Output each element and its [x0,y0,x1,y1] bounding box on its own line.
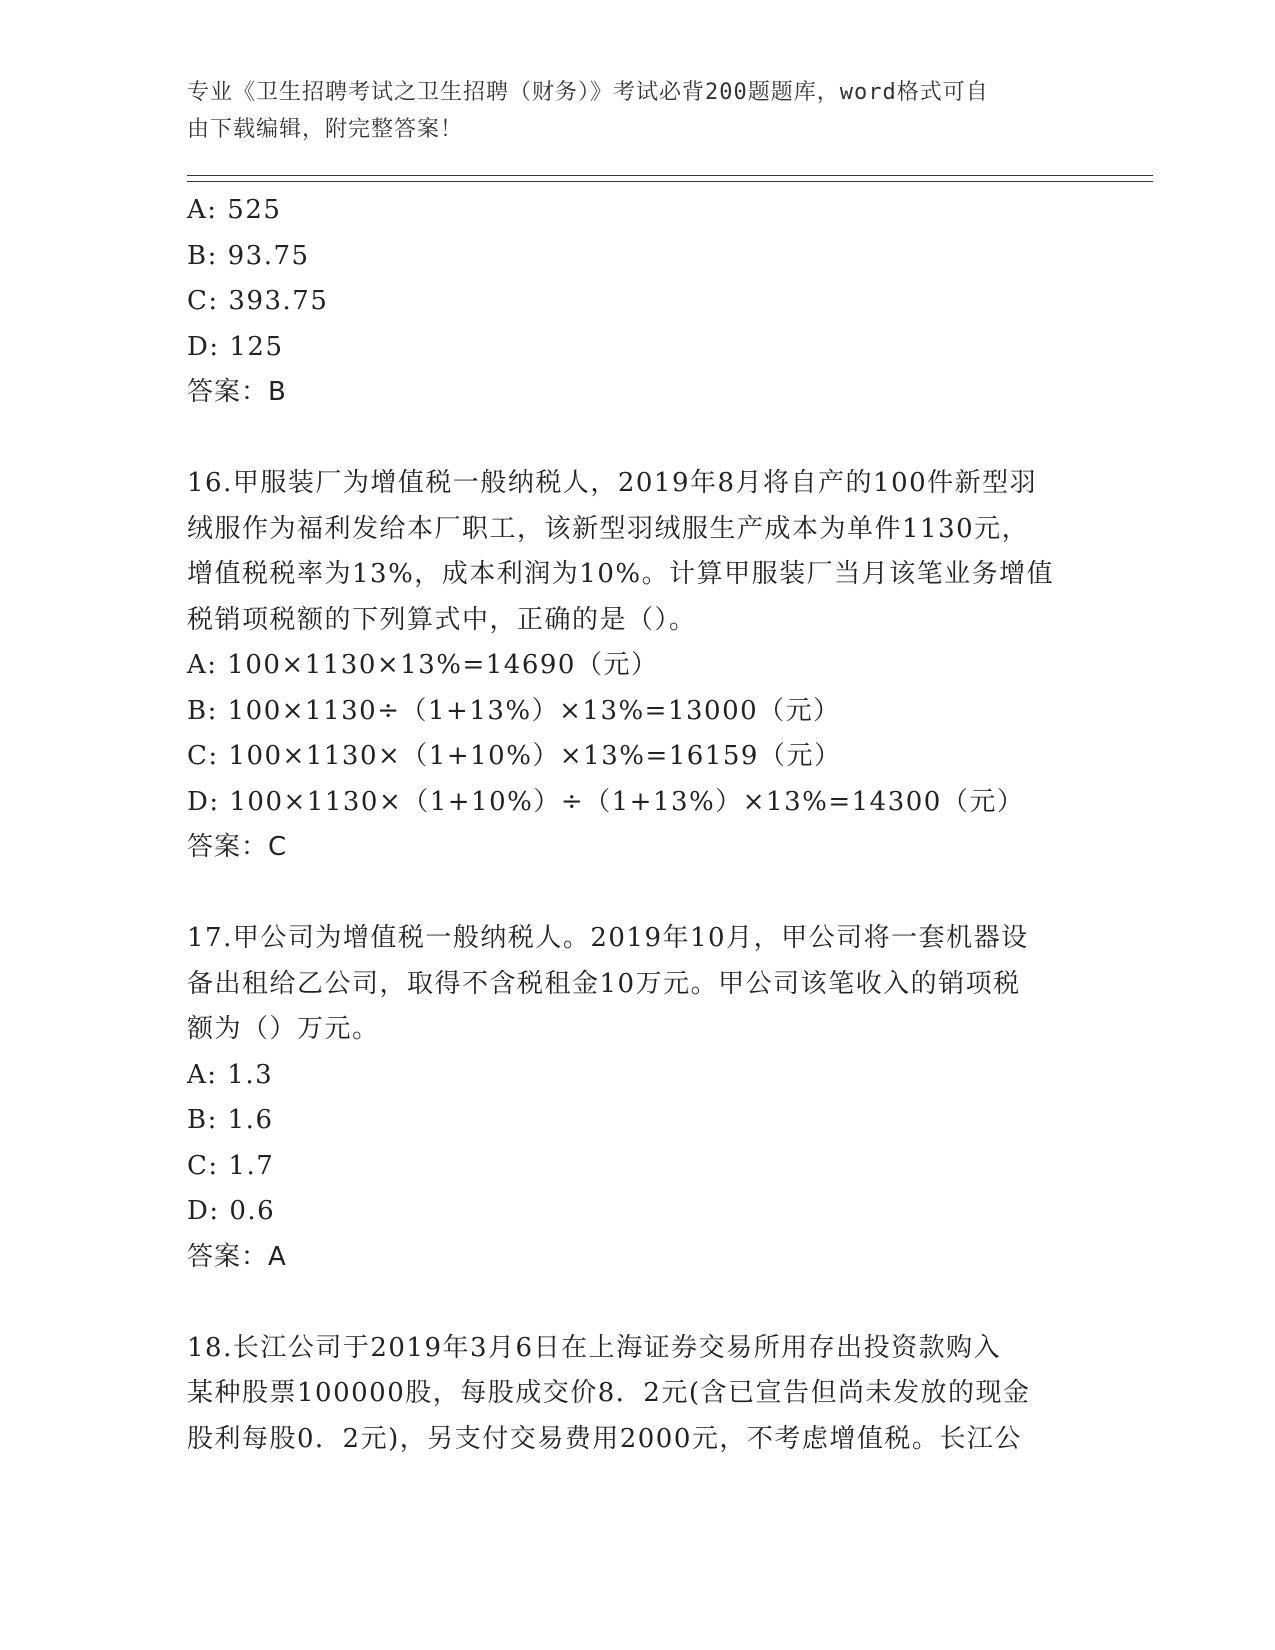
option-b: B: 1.6 [187,1105,274,1135]
question-stem-line: 18.长江公司于2019年3月6日在上海证券交易所用存出投资款购入 [187,1332,1002,1363]
question-gap [187,416,1087,462]
header-line-1: 专业《卫生招聘考试之卫生招聘（财务）》考试必背200题题库，word格式可自 [187,80,989,105]
answer: 答案：B [187,377,287,407]
option-c: C: 1.7 [187,1150,275,1181]
option-a: A: 525 [187,195,282,225]
question-stem-line: 16.甲服装厂为增值税一般纳税人，2019年8月将自产的100件新型羽 [187,468,1038,498]
question-16 [187,461,1087,871]
option-b: B: 93.75 [187,240,310,271]
question-stem-line: 税销项税额的下列算式中，正确的是（）。 [187,604,697,635]
answer: 答案：C [187,832,288,862]
question-stem-line: 额为（）万元。 [187,1014,380,1044]
option-d: D: 100×1130×（1+10%）÷（1+13%）×13%=14300（元） [187,786,1025,817]
question-17 [187,916,1087,1280]
option-c: C: 100×1130×（1+10%）×13%=16159（元） [187,741,842,771]
header-divider-bottom [187,181,1153,182]
answer: 答案：A [187,1241,287,1272]
option-a: A: 1.3 [187,1059,274,1090]
question-18 [187,1326,1087,1463]
question-stem-line: 股利每股0．2元)，另支付交易费用2000元，不考虑增值税。长江公 [187,1423,1022,1454]
question-stem-line: 绒服作为福利发给本厂职工，该新型羽绒服生产成本为单件1130元， [187,513,1030,544]
question-15 [187,188,1087,416]
question-stem-line: 某种股票100000股，每股成交价8．2元(含已宣告但尚未发放的现金 [187,1378,1031,1408]
option-b: B: 100×1130÷（1+13%）×13%=13000（元） [187,695,841,726]
option-d: D: 0.6 [187,1196,276,1226]
question-gap [187,1280,1087,1326]
option-d: D: 125 [187,331,284,362]
question-stem-line: 增值税税率为13%，成本利润为10%。计算甲服装厂当月该笔业务增值 [187,559,1055,589]
option-a: A: 100×1130×13%=14690（元） [187,650,659,680]
header-line-2: 由下载编辑，附完整答案！ [187,117,464,142]
option-c: C: 393.75 [187,286,329,316]
question-gap [187,871,1087,917]
question-stem-line: 备出租给乙公司，取得不含税租金10万元。甲公司该笔收入的销项税 [187,968,1021,999]
question-stem-line: 17.甲公司为增值税一般纳税人。2019年10月，甲公司将一套机器设 [187,923,1029,953]
question-list [187,188,1087,1462]
header-divider-top [187,175,1153,176]
document-header [187,74,1067,148]
